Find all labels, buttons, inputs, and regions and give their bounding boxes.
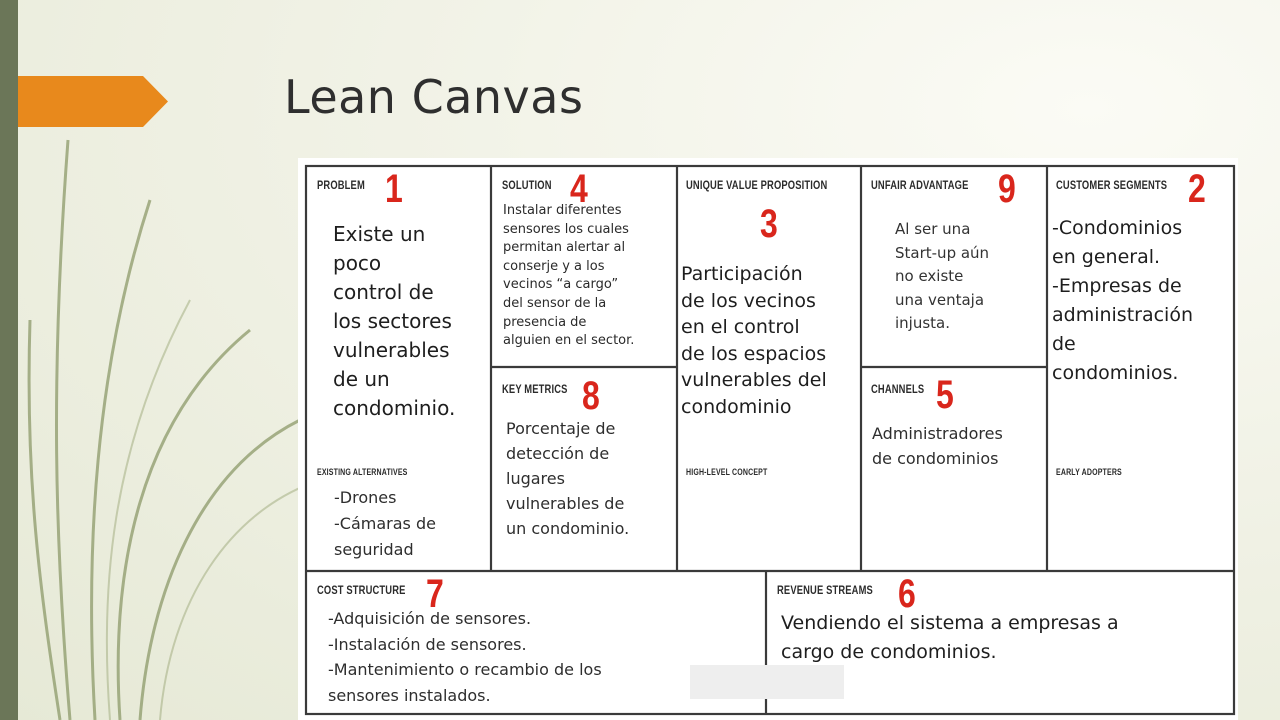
unfair-advantage-number: 9 [998,167,1016,211]
problem-line: poco [333,251,382,275]
key-metrics-text [506,416,676,541]
channels-label: CHANNELS [871,382,925,396]
revenue-streams-line: cargo de condominios. [781,641,997,663]
cost-structure-label: COST STRUCTURE [317,583,406,597]
key-metrics-line: un condominio. [506,519,630,538]
revenue-streams-label: REVENUE STREAMS [777,583,873,597]
uvp-number: 3 [760,202,778,246]
cost-structure-text [328,606,698,708]
solution-line: permitan alertar al [503,240,626,256]
unfair-advantage-line: no existe [895,267,964,285]
unfair-advantage-label: UNFAIR ADVANTAGE [871,178,969,192]
revenue-streams-number: 6 [898,572,916,616]
problem-line: de un [333,367,390,391]
cost-structure-number: 7 [426,572,444,616]
customer-segments-line: -Empresas de [1052,275,1182,297]
cost-structure-line: -Instalación de sensores. [328,634,527,654]
unfair-advantage-text [895,218,1035,336]
alternatives-line: -Cámaras de [334,514,436,533]
key-metrics-line: Porcentaje de [506,419,616,438]
uvp-line: vulnerables del [681,369,827,391]
uvp-label: UNIQUE VALUE PROPOSITION [686,178,828,192]
problem-line: Existe un [333,222,426,246]
key-metrics-line: lugares [506,469,565,488]
solution-number: 4 [570,167,588,211]
customer-segments-label: CUSTOMER SEGMENTS [1056,178,1168,192]
customer-segments-line: -Condominios [1052,217,1183,239]
problem-number: 1 [385,167,403,211]
alternatives-line: seguridad [334,540,414,559]
gray-patch [690,665,844,699]
customer-segments-line: de [1052,333,1076,355]
uvp-line: en el control [681,316,800,338]
solution-line: sensores los cuales [503,221,629,237]
key-metrics-label: KEY METRICS [502,382,568,396]
revenue-streams-text [781,609,1221,667]
cost-structure-line: -Adquisición de sensores. [328,609,532,628]
problem-line: vulnerables [333,338,450,362]
solution-line: Instalar diferentes [503,203,622,218]
problem-text [333,220,493,423]
channels-text [872,421,1042,471]
slide-title: Lean Canvas [284,70,584,124]
channels-line: Administradores [872,424,1003,443]
key-metrics-line: detección de [506,444,610,463]
customer-segments-line: administración [1052,304,1194,326]
solution-text [503,202,681,351]
customer-segments-line: condominios. [1052,362,1179,384]
revenue-streams-line: Vendiendo el sistema a empresas a [781,612,1119,634]
solution-line: conserje y a los [503,258,605,274]
cost-structure-line: -Mantenimiento o recambio de los [328,660,602,679]
problem-line: control de [333,280,434,304]
uvp-text [681,261,861,420]
uvp-line: de los vecinos [681,289,816,312]
existing-alternatives-label: EXISTING ALTERNATIVES [317,467,408,477]
channels-line: de condominios [872,449,999,468]
early-adopters-label: EARLY ADOPTERS [1056,467,1122,477]
problem-line: condominio. [333,396,456,420]
unfair-advantage-line: Al ser una [895,220,971,238]
solution-label: SOLUTION [502,178,552,192]
problem-label: PROBLEM [317,178,365,192]
existing-alternatives-text [334,485,484,563]
uvp-line: Participación [681,263,803,285]
solution-line: del sensor de la [503,295,607,311]
customer-segments-number: 2 [1188,167,1206,211]
high-level-concept-label: HIGH-LEVEL CONCEPT [686,467,768,477]
unfair-advantage-line: Start-up aún [895,243,990,262]
customer-segments-text [1052,214,1236,388]
cost-structure-line: sensores instalados. [328,685,491,705]
decorative-grass [0,120,330,720]
unfair-advantage-line: injusta. [895,314,951,332]
uvp-line: condominio [681,395,792,418]
uvp-line: de los espacios [681,342,827,365]
key-metrics-line: vulnerables de [506,494,625,513]
problem-line: los sectores [333,309,452,333]
solution-line: alguien en el sector. [503,333,635,349]
customer-segments-line: en general. [1052,246,1161,268]
unfair-advantage-line: una ventaja [895,290,985,309]
solution-line: presencia de [503,314,587,330]
lean-canvas-board [298,158,1238,720]
alternatives-line: -Drones [334,488,397,507]
solution-line: vecinos “a cargo” [503,277,619,293]
key-metrics-number: 8 [582,374,600,418]
channels-number: 5 [936,373,954,417]
